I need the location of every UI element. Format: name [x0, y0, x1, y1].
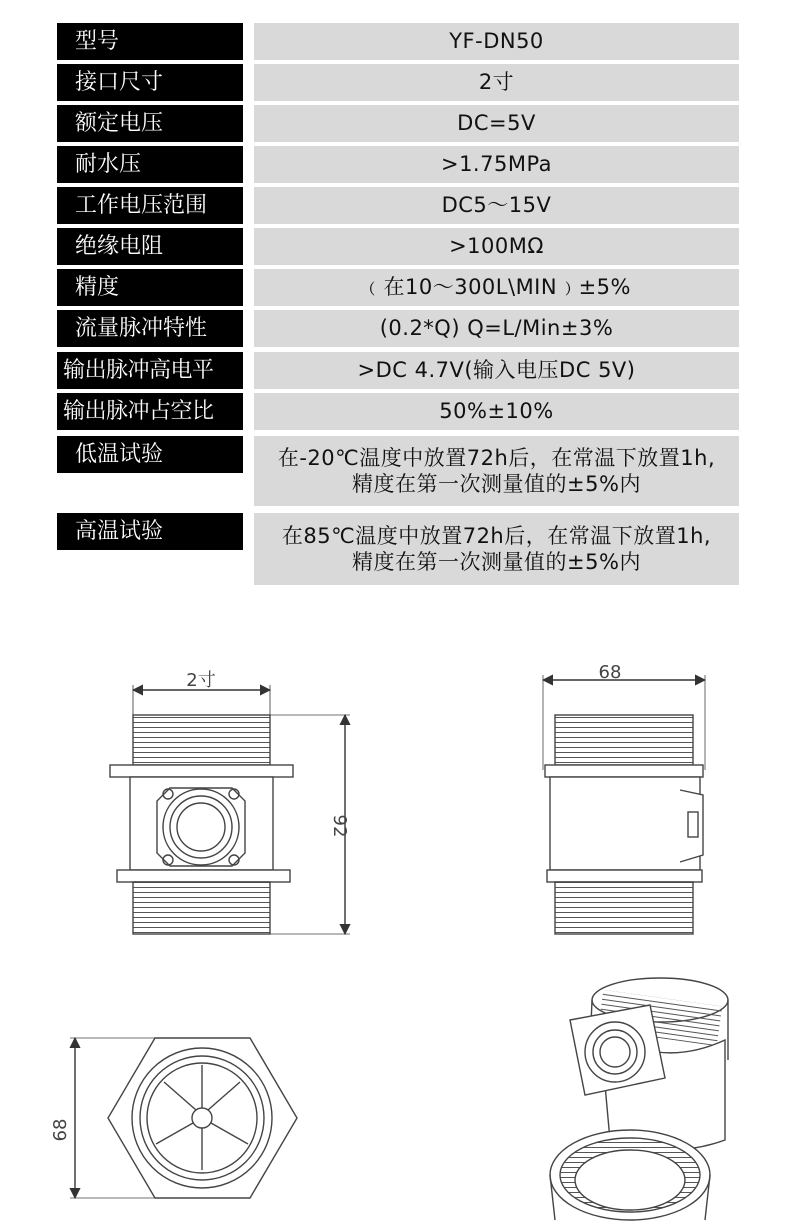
technical-drawings: [0, 600, 790, 1228]
spec-label: 接口尺寸: [57, 64, 243, 101]
spec-value: DC5～15V: [254, 187, 739, 224]
spec-value: >DC 4.7V(输入电压DC 5V): [254, 352, 739, 389]
spec-label: 流量脉冲特性: [57, 310, 243, 347]
spec-label: 耐水压: [57, 146, 243, 183]
spec-value: 在-20℃温度中放置72h后，在常温下放置1h,精度在第一次测量值的±5%内: [254, 436, 739, 506]
front-view-drawing: [110, 685, 350, 934]
spec-row-pulse-high-level: [0, 352, 790, 389]
spec-row-rated-voltage: [0, 105, 790, 142]
spec-label: 精度: [57, 269, 243, 306]
spec-row-pulse-characteristic: [0, 310, 790, 347]
spec-value: ﹙在10～300L\MIN﹚±5%: [254, 269, 739, 306]
spec-value: 50%±10%: [254, 393, 739, 430]
spec-label: 型号: [57, 23, 243, 60]
spec-label: 绝缘电阻: [57, 228, 243, 265]
spec-row-voltage-range: [0, 187, 790, 224]
end-height-label: 68: [50, 1118, 71, 1142]
spec-label: 输出脉冲占空比: [57, 393, 243, 430]
spec-row-insulation-resistance: [0, 228, 790, 265]
drawings-canvas: [0, 600, 790, 1228]
end-view-drawing: [70, 1038, 297, 1198]
spec-row-high-temp-test: [0, 513, 790, 585]
spec-label: 高温试验: [57, 513, 243, 550]
spec-label: 输出脉冲高电平: [57, 352, 243, 389]
spec-row-low-temp-test: [0, 436, 790, 506]
isometric-view-drawing: [550, 978, 728, 1220]
spec-value: >100MΩ: [254, 228, 739, 265]
spec-value: YF-DN50: [254, 23, 739, 60]
spec-label: 工作电压范围: [57, 187, 243, 224]
spec-row-accuracy: [0, 269, 790, 306]
side-view-drawing: [543, 675, 705, 934]
spec-value: (0.2*Q) Q=L/Min±3%: [254, 310, 739, 347]
front-height-label: 92: [329, 814, 350, 838]
spec-row-model: [0, 23, 790, 60]
spec-row-duty-cycle: [0, 393, 790, 430]
spec-label: 额定电压: [57, 105, 243, 142]
spec-value: 2寸: [254, 64, 739, 101]
spec-row-interface-size: [0, 64, 790, 101]
front-width-label: 2寸: [186, 670, 216, 691]
spec-value: DC=5V: [254, 105, 739, 142]
spec-label: 低温试验: [57, 436, 243, 473]
side-width-label: 68: [598, 662, 622, 683]
spec-row-water-pressure: [0, 146, 790, 183]
spec-value: 在85℃温度中放置72h后，在常温下放置1h,精度在第一次测量值的±5%内: [254, 513, 739, 585]
spec-value: >1.75MPa: [254, 146, 739, 183]
